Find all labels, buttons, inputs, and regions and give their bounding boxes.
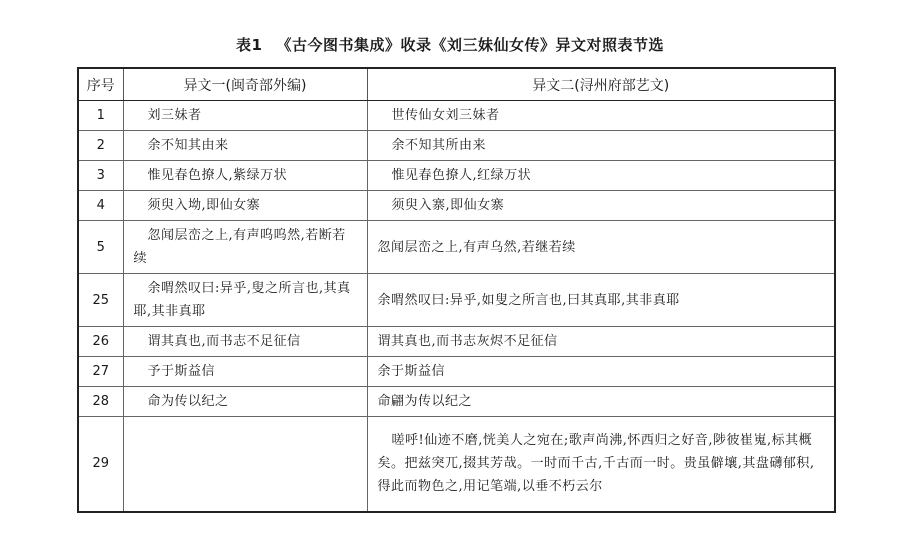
table-row <box>78 131 835 161</box>
table-row <box>78 221 835 274</box>
row-no: 25 <box>78 274 123 327</box>
header-row <box>78 68 835 101</box>
variant-b-cell: 命翩为传以纪之 <box>367 387 835 417</box>
row-no: 26 <box>78 327 123 357</box>
row-no: 3 <box>78 161 123 191</box>
variant-b-cell: 余不知其所由来 <box>367 131 835 161</box>
table-row <box>78 387 835 417</box>
row-no: 2 <box>78 131 123 161</box>
variant-a-cell: 刘三妹者 <box>123 101 367 131</box>
header-variant-a: 异文一(闽奇部外编) <box>123 68 367 101</box>
header-variant-b: 异文二(浔州府部艺文) <box>367 68 835 101</box>
variant-a-cell: 忽闻层峦之上,有声呜呜然,若断若续 <box>123 221 367 274</box>
caption-text: 《古今图书集成》收录《刘三妹仙女传》异文对照表节选 <box>276 36 664 54</box>
variant-b-cell: 谓其真也,而书志灰烬不足征信 <box>367 327 835 357</box>
table-row <box>78 161 835 191</box>
caption-label: 表1 <box>236 36 263 54</box>
variant-b-cell: 须臾入寨,即仙女寨 <box>367 191 835 221</box>
comparison-table <box>77 67 836 513</box>
variant-b-cell: 嗟呼!仙迹不磨,恍美人之宛在;歌声尚沸,怀西归之好音,陟彼崔嵬,标其概矣。把兹突兀,掇其芳哉。一时而千古,千古而一时。贵虽僻壤,其盘礴郁积,得此而物色之,用记笔端,以垂不朽云尔 <box>367 417 835 512</box>
table-row <box>78 327 835 357</box>
table-row <box>78 274 835 327</box>
variant-a-cell: 予于斯益信 <box>123 357 367 387</box>
variant-b-cell: 余喟然叹曰:异乎,如叟之所言也,曰其真耶,其非真耶 <box>367 274 835 327</box>
table-row <box>78 101 835 131</box>
variant-a-cell: 谓其真也,而书志不足征信 <box>123 327 367 357</box>
variant-b-cell: 忽闻层峦之上,有声乌然,若继若续 <box>367 221 835 274</box>
variant-a-cell: 须臾入坳,即仙女寨 <box>123 191 367 221</box>
table-row <box>78 357 835 387</box>
variant-a-cell: 命为传以纪之 <box>123 387 367 417</box>
variant-a-cell: 惟见春色撩人,紫绿万状 <box>123 161 367 191</box>
variant-b-cell: 惟见春色撩人,红绿万状 <box>367 161 835 191</box>
variant-a-cell: 余不知其由来 <box>123 131 367 161</box>
table-caption <box>0 34 900 55</box>
row-no: 4 <box>78 191 123 221</box>
row-no: 5 <box>78 221 123 274</box>
variant-a-cell <box>123 417 367 512</box>
variant-b-cell: 余于斯益信 <box>367 357 835 387</box>
header-no: 序号 <box>78 68 123 101</box>
table-row <box>78 417 835 512</box>
variant-a-cell: 余喟然叹曰:异乎,叟之所言也,其真耶,其非真耶 <box>123 274 367 327</box>
table-row <box>78 191 835 221</box>
variant-b-cell: 世传仙女刘三妹者 <box>367 101 835 131</box>
row-no: 28 <box>78 387 123 417</box>
row-no: 27 <box>78 357 123 387</box>
row-no: 1 <box>78 101 123 131</box>
row-no: 29 <box>78 417 123 512</box>
